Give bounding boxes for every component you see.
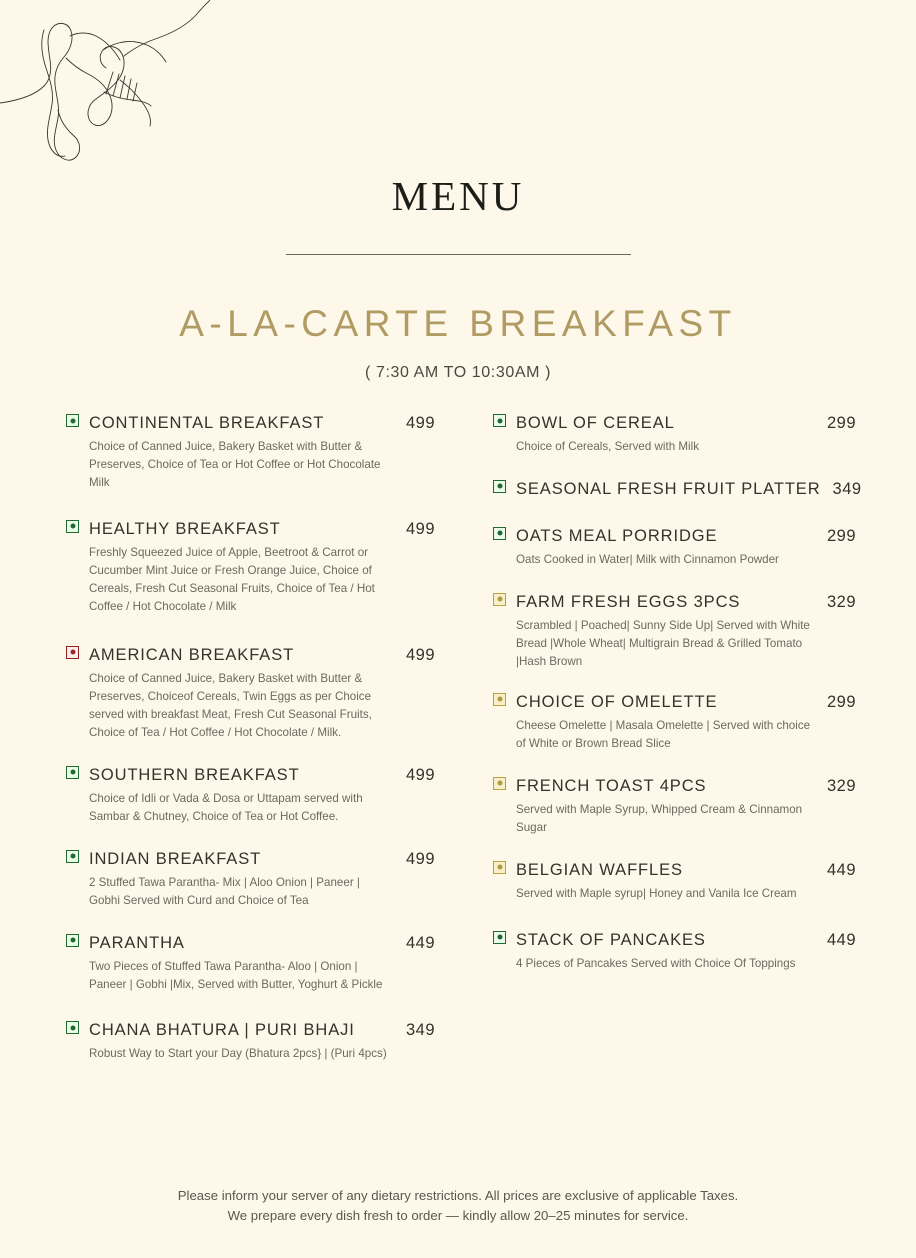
menu-item-price: 499 <box>405 765 435 784</box>
menu-item-price: 449 <box>826 930 856 949</box>
menu-item-header <box>66 1021 435 1040</box>
menu-item-price: 349 <box>405 1021 435 1040</box>
menu-item-header <box>66 766 435 785</box>
menu-item-name: INDIAN BREAKFAST <box>89 849 262 868</box>
menu-item-name: HEALTHY BREAKFAST <box>89 519 281 538</box>
menu-item-header <box>493 693 856 712</box>
menu-item-header <box>493 861 856 880</box>
menu-item-name: FRENCH TOAST 4PCS <box>516 776 707 795</box>
menu-item-price: 499 <box>405 645 435 664</box>
menu-item-price: 499 <box>405 519 435 538</box>
veg-marker-icon <box>66 414 79 427</box>
menu-item <box>66 934 435 994</box>
menu-item <box>493 861 856 903</box>
menu-item-description: Choice of Cereals, Served with Milk <box>516 440 699 453</box>
veg-marker-icon <box>493 931 506 944</box>
menu-item <box>66 1021 435 1063</box>
footer-line-2: We prepare every dish fresh to order — kindly allow 20–25 minutes for service. <box>227 1208 689 1224</box>
menu-item-name: FARM FRESH EGGS 3PCS <box>516 592 741 611</box>
menu-item-name: STACK OF PANCAKES <box>516 930 706 949</box>
menu-item-price: 349 <box>832 479 862 498</box>
menu-item-header <box>493 777 856 796</box>
menu-item-price: 499 <box>405 849 435 868</box>
menu-item <box>493 777 856 837</box>
menu-item-header <box>493 414 856 433</box>
egg-marker-icon <box>493 593 506 606</box>
menu-item <box>66 766 435 826</box>
egg-marker-icon <box>493 693 506 706</box>
menu-item-description: Robust Way to Start your Day (Bhatura 2pcs} | (Puri 4pcs) <box>89 1047 387 1061</box>
section-hours: ( 7:30 AM TO 10:30AM ) <box>364 364 552 381</box>
menu-item-description: Choice of Canned Juice, Bakery Basket with Butter & Preserves, Choiceof Cereals, Twin Eggs as per Choice served with breakfast Meat, Fresh Cut Seasonal Fruits, Choice of Tea / Hot Coffee / Hot Chocolate / Milk. <box>89 671 372 739</box>
menu-item-description: Served with Maple Syrup, Whipped Cream & Cinnamon Sugar <box>516 802 803 834</box>
menu-item <box>66 646 435 742</box>
menu-item-header <box>493 593 856 612</box>
page-title: menu <box>391 158 525 223</box>
menu-item-price: 299 <box>826 414 856 432</box>
menu-item-price: 449 <box>405 933 435 952</box>
menu-item-name: OATS MEAL PORRIDGE <box>516 526 718 545</box>
menu-item-name: CHOICE OF OMELETTE <box>516 692 718 711</box>
menu-item-description: 2 Stuffed Tawa Parantha- Mix | Aloo Onion | Paneer | Gobhi Served with Curd and Choice of Tea <box>89 875 360 907</box>
menu-item-name: AMERICAN BREAKFAST <box>89 645 295 664</box>
menu-item-description: Choice of Idli or Vada & Dosa or Uttapam served with Sambar & Chutney, Choice of Tea or Hot Coffee. <box>89 791 363 823</box>
menu-item-header <box>493 527 856 546</box>
menu-item <box>493 931 856 973</box>
veg-marker-icon <box>493 480 506 493</box>
egg-marker-icon <box>493 777 506 790</box>
menu-item <box>66 850 435 910</box>
menu-item <box>493 593 856 671</box>
menu-item-name: PARANTHA <box>89 933 185 952</box>
menu-item-price: 449 <box>826 860 856 879</box>
menu-item <box>493 414 856 456</box>
veg-marker-icon <box>66 520 79 533</box>
menu-item-price: 299 <box>826 692 856 711</box>
veg-marker-icon <box>493 527 506 540</box>
menu-column-right <box>461 414 862 1063</box>
veg-marker-icon <box>66 766 79 779</box>
menu-item-description: Served with Maple syrup| Honey and Vanila Ice Cream <box>516 886 797 900</box>
menu-item-header <box>66 520 435 539</box>
menu-columns <box>0 414 916 1063</box>
menu-item-description: Scrambled | Poached| Sunny Side Up| Served with White Bread |Whole Wheat| Multigrain Bread & Grilled Tomato |Hash Brown <box>516 618 810 668</box>
menu-item <box>66 414 435 492</box>
menu-item-description: Choice of Canned Juice, Bakery Basket with Butter & Preserves, Choice of Tea or Hot Coffee or Hot Chocolate Milk <box>89 440 381 489</box>
menu-item-description: Oats Cooked in Water| Milk with Cinnamon Powder <box>516 552 779 566</box>
menu-item-header <box>66 646 435 665</box>
menu-item-header <box>66 414 435 433</box>
menu-item-price: 299 <box>826 526 856 545</box>
menu-item-description: Two Pieces of Stuffed Tawa Parantha- Aloo | Onion | Paneer | Gobhi |Mix, Served with Butter, Yoghurt & Pickle <box>89 959 383 991</box>
veg-marker-icon <box>66 850 79 863</box>
menu-item-name: BOWL OF CEREAL <box>516 414 675 432</box>
veg-marker-icon <box>493 414 506 427</box>
menu-item-header <box>66 850 435 869</box>
menu-item-header <box>493 931 856 950</box>
menu-item <box>493 693 856 753</box>
menu-item-description: Cheese Omelette | Masala Omelette | Served with choice of White or Brown Bread Slice <box>516 718 811 750</box>
menu-item <box>493 527 856 569</box>
menu-item-description: Freshly Squeezed Juice of Apple, Beetroot & Carrot or Cucumber Mint Juice or Fresh Orange Juice, Choice of Cereals, Fresh Cut Seasonal Fruits, Choice of Tea / Hot Coffee / Hot Chocolate / Milk <box>89 545 375 613</box>
menu-item-description: 4 Pieces of Pancakes Served with Choice Of Toppings <box>516 956 796 970</box>
veg-marker-icon <box>66 1021 79 1034</box>
section-title: A-LA-CARTE BREAKFAST <box>179 303 737 344</box>
menu-item <box>66 520 435 616</box>
menu-item-name: CONTINENTAL BREAKFAST <box>89 414 325 432</box>
menu-item-price: 329 <box>826 776 856 795</box>
menu-item-price: 329 <box>826 592 856 611</box>
menu-footer <box>0 1186 916 1227</box>
menu-column-left <box>66 414 461 1063</box>
menu-item-name: CHANA BHATURA | PURI BHAJI <box>89 1021 355 1040</box>
menu-item-price: 499 <box>405 414 435 432</box>
non-veg-marker-icon <box>66 646 79 659</box>
menu-item-name: BELGIAN WAFFLES <box>516 860 683 879</box>
menu-item-header <box>66 934 435 953</box>
menu-item-header <box>493 479 862 499</box>
footer-line-1: Please inform your server of any dietary restrictions. All prices are exclusive of applicable Taxes. <box>177 1188 739 1203</box>
menu-header <box>0 0 916 382</box>
veg-marker-icon <box>66 934 79 947</box>
menu-item-name: SEASONAL FRESH FRUIT PLATTER <box>516 479 821 498</box>
egg-marker-icon <box>493 861 506 874</box>
menu-item-name: SOUTHERN BREAKFAST <box>89 765 300 784</box>
menu-item <box>493 479 862 499</box>
